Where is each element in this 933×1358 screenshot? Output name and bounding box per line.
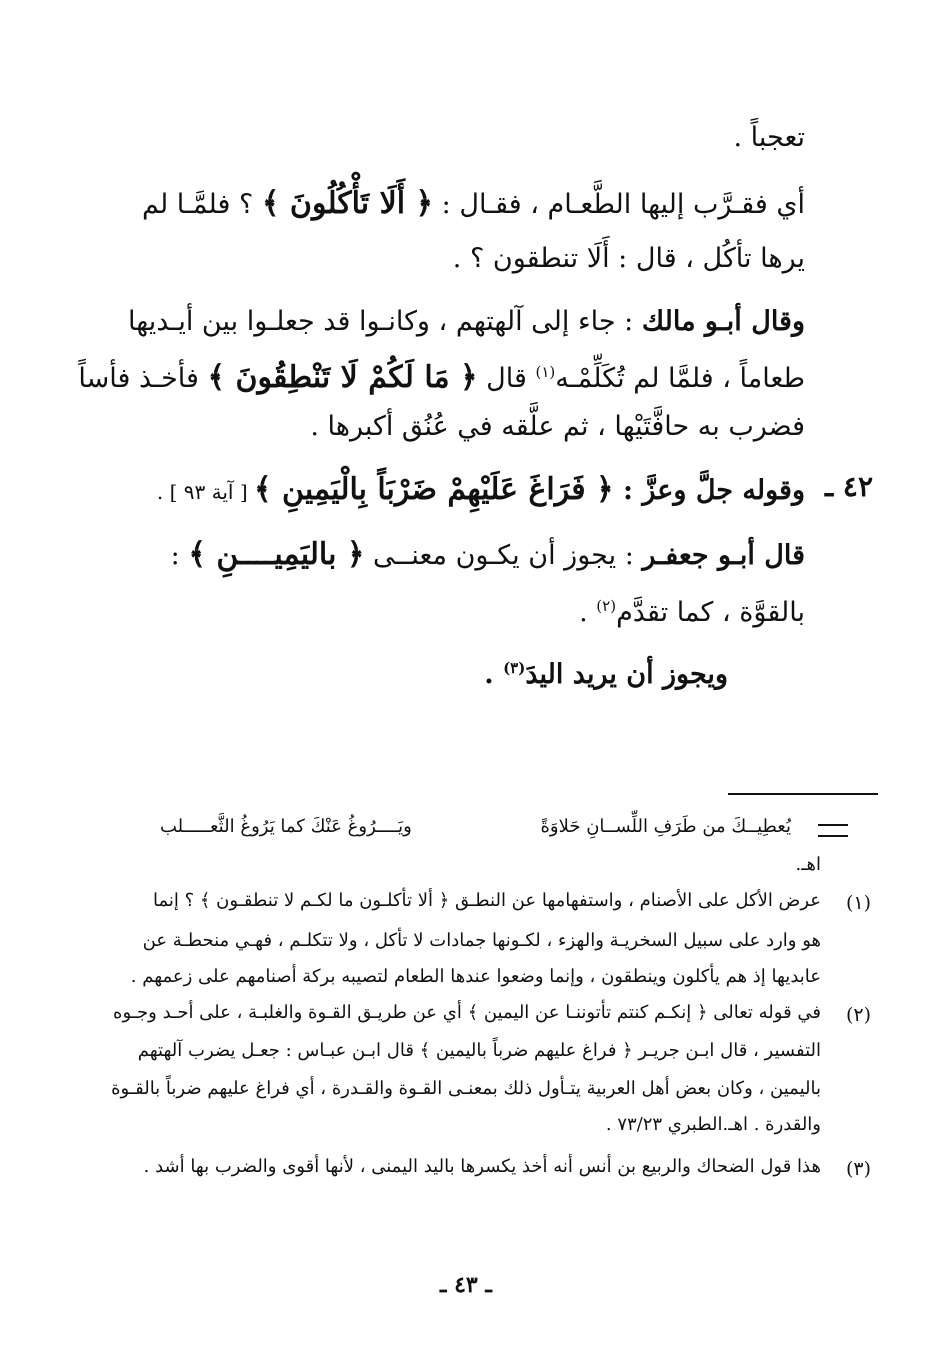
narrator-name: وقال أبـو مالك [641,306,805,337]
footnote-3-line-1 [144,1152,821,1182]
quran-quote: ﴿ فَرَاغَ عَلَيْهِمْ ضَرْبَاً بِالْيَمِينِ ﴾ [254,472,614,507]
text: عابديها إذ هم يأكلون وينطقون ، وإنما وضعوا عندها الطعام لتصيبه بركة أصنامهم على زعمهم . [130,966,821,987]
poem-hemistich-left [160,812,412,842]
main-line-3 [453,239,805,279]
footnote-2-line-4 [606,1110,821,1140]
footnote-separator [728,793,878,795]
main-line-8 [171,535,805,576]
quran-quote: ﴿ مَا لَكُمْ لَا تَنْطِقُونَ ﴾ [207,360,478,395]
text: طعاماً ، فلمَّا لم تُكَلِّمْـه [555,363,805,394]
text: أي فقـرَّب إليها الطَّعـام ، فقـال : [433,189,805,220]
text: . [579,597,597,628]
footnote-1-line-2 [143,926,821,956]
text: ويجوز أن يريد اليدَ [525,659,728,690]
text: ؟ فلمَّـا لم [142,189,262,220]
footnote-1-line-1 [153,886,821,916]
main-line-4 [128,302,805,342]
main-line-5 [78,352,805,399]
poem-hemistich-right [541,812,792,842]
footnote-number: (١) [845,892,871,914]
narrator-name: قال أبـو جعفـر [642,540,805,571]
text: ويَــــرُوغُ عَنْكَ كما يَرُوغُ الثَّعـــــلب [160,816,412,837]
text: : [170,540,189,571]
main-line-6 [310,407,805,447]
footnote-number: (٢) [845,1004,871,1026]
text: فضرب به حافَّتَيْها ، ثم علَّقه في عُنُق أكبرها . [310,411,805,442]
page-number: ـ ٤٣ ـ [440,1272,492,1298]
text: يرها تأكُل ، قال : أَلَا تنطقون ؟ . [452,243,805,274]
main-line-1 [733,118,805,158]
text: باليمين ، وكان بعض أهل العربية يتـأول ذلك بمعنـى القـوة والقـدرة ، أي فراغ عليهم ضرباً بالقـوة [111,1078,821,1099]
text: يُعطِيــكَ من طَرَفِ اللِّســانِ حَلاوَةً [540,816,791,837]
text: تعجباً . [733,122,805,153]
text: بالقوَّة ، كما تقدَّم [616,597,805,628]
quran-quote: ﴿ باليَمِيــــنِ ﴾ [188,537,365,572]
footnote-2-line-1 [113,998,821,1028]
text: هذا قول الضحاك والربيع بن أنس أنه أخذ يكسرها باليد اليمنى ، لأنها أقوى والضرب بها أشد . [143,1156,821,1177]
text: . [484,659,504,690]
verse-reference: [ آية ٩٣ ] . [156,480,255,504]
footnote-2-line-2 [138,1036,821,1066]
footnote-ref: (١) [535,363,556,381]
text: في قوله تعالى ﴿ إنكـم كنتم تأتوننـا عن اليمين ﴾ أي عن طريـق القـوة والغلبـة ، على أحـد وجـوه [113,1002,821,1023]
footnote-continuation [796,850,822,880]
text: اهـ. [795,854,821,875]
text: فأخـذ فأساً [78,363,208,394]
main-line-2 [142,184,805,225]
footnote-ref: (٢) [596,597,617,615]
footnote-number: (٣) [845,1158,871,1180]
text: هو وارد على سبيل السخريـة والهزء ، لكـونها جمادات لا تأكل ، ولا تتكلـم ، فهـي منحطـة عن [142,930,821,951]
footnote-2-line-3 [111,1074,821,1104]
text: عرض الأكل على الأصنام ، واستفهامها عن النطـق ﴿ ألا تأكلـون ما لكـم لا تنطقـون ﴾ ؟ إنما [152,890,821,911]
text: والقدرة . اهـ.الطبري ٧٣/٢٣ . [605,1114,821,1135]
main-line-10 [484,648,728,695]
quran-quote: ﴿ أَلَا تَأْكُلُونَ ﴾ [261,186,434,221]
main-line-7 [157,470,805,512]
text: : جاء إلى آلهتهم ، وكانـوا قد جعلـوا بين أيـديها [128,306,642,337]
text: : يجوز أن يكـون معنــى [364,540,643,571]
footnote-1-line-3 [131,962,821,992]
continuation-mark [818,824,848,837]
main-line-9 [579,586,805,633]
footnote-ref: (٣) [503,659,526,677]
text: قال [477,363,536,394]
text: وقوله جلَّ وعزَّ : [613,475,805,506]
verse-number: ٤٢ ـ [824,470,873,503]
text: التفسير ، قال ابـن جريـر ﴿ فراغ عليهم ضرباً باليمين ﴾ قال ابـن عبـاس : جعـل يضرب آلهتهم [137,1040,821,1061]
